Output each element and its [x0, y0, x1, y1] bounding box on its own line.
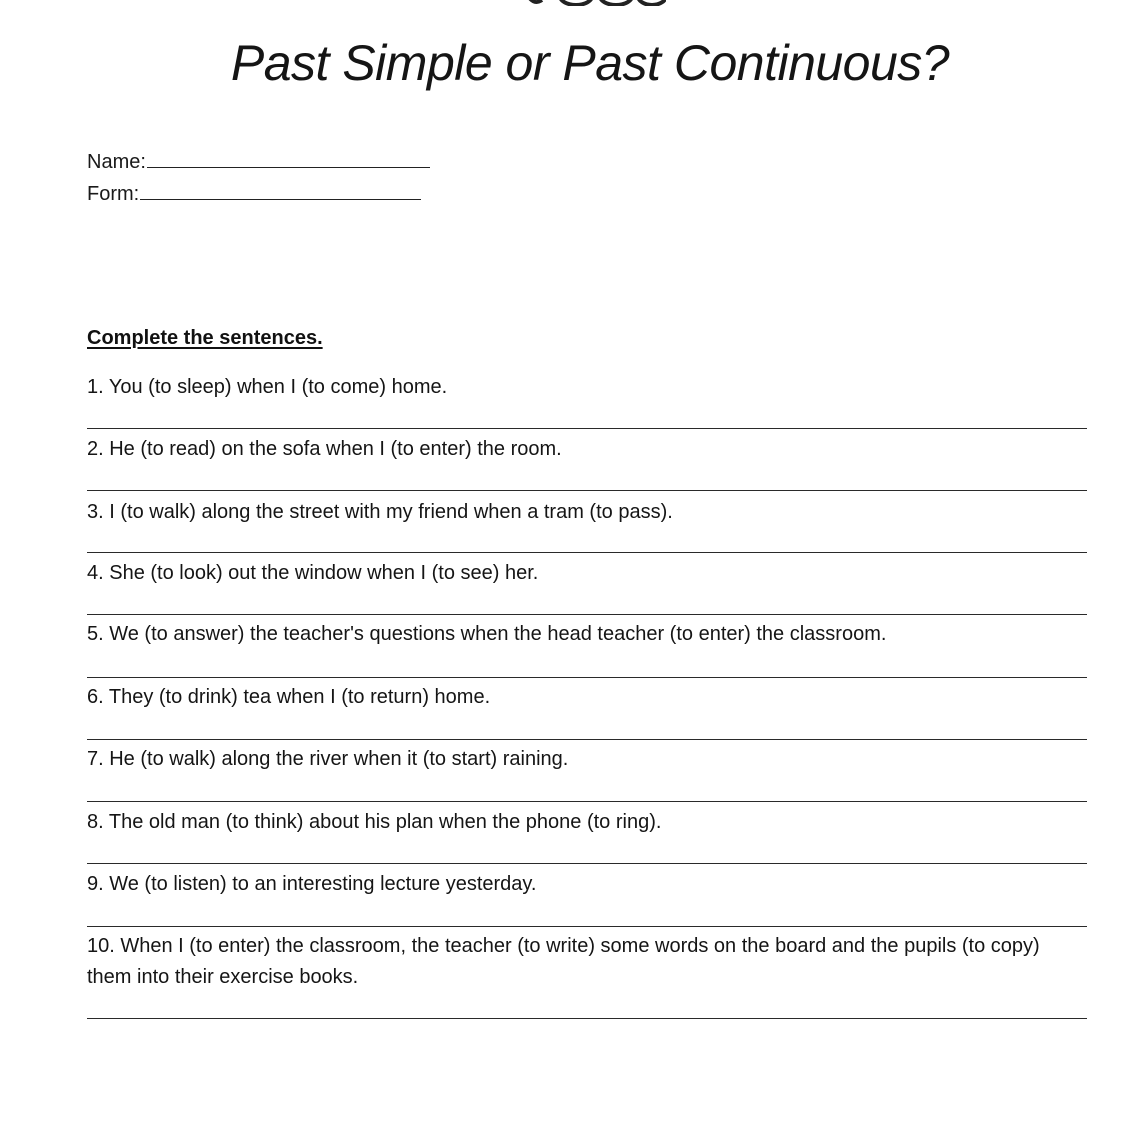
- question-9: 9. We (to listen) to an interesting lecture yesterday.: [87, 873, 537, 895]
- answer-line-8[interactable]: [87, 863, 1087, 864]
- question-7: 7. He (to walk) along the river when it (to start) raining.: [87, 748, 569, 770]
- answer-line-3[interactable]: [87, 552, 1087, 553]
- name-blank[interactable]: [147, 151, 430, 168]
- worksheet-title: Past Simple or Past Continuous?: [230, 35, 950, 91]
- question-5: 5. We (to answer) the teacher's questions when the head teacher (to enter) the classroom.: [87, 623, 887, 645]
- answer-line-4[interactable]: [87, 614, 1087, 615]
- instructions-heading: Complete the sentences.: [87, 327, 323, 349]
- question-2: 2. He (to read) on the sofa when I (to enter) the room.: [87, 438, 562, 460]
- answer-line-2[interactable]: [87, 490, 1087, 491]
- cropped-heading-fragment: [506, 0, 666, 6]
- name-field: [87, 151, 430, 174]
- question-1: 1. You (to sleep) when I (to come) home.: [87, 376, 448, 398]
- answer-line-5[interactable]: [87, 677, 1087, 678]
- question-4: 4. She (to look) out the window when I (to see) her.: [87, 562, 539, 584]
- answer-line-7[interactable]: [87, 801, 1087, 802]
- question-8: 8. The old man (to think) about his plan when the phone (to ring).: [87, 811, 662, 833]
- question-3: 3. I (to walk) along the street with my friend when a tram (to pass).: [87, 501, 673, 523]
- form-field: [87, 183, 421, 206]
- name-label: Name:: [87, 151, 146, 173]
- answer-line-9[interactable]: [87, 926, 1087, 927]
- question-10: 10. When I (to enter) the classroom, the teacher (to write) some words on the board and the pupils (to copy) them into their exercise books.: [87, 935, 1040, 988]
- answer-line-1[interactable]: [87, 428, 1087, 429]
- answer-line-6[interactable]: [87, 739, 1087, 740]
- form-label: Form:: [87, 183, 140, 205]
- form-blank[interactable]: [140, 183, 421, 200]
- question-6: 6. They (to drink) tea when I (to return) home.: [87, 686, 491, 708]
- answer-line-10[interactable]: [87, 1018, 1087, 1019]
